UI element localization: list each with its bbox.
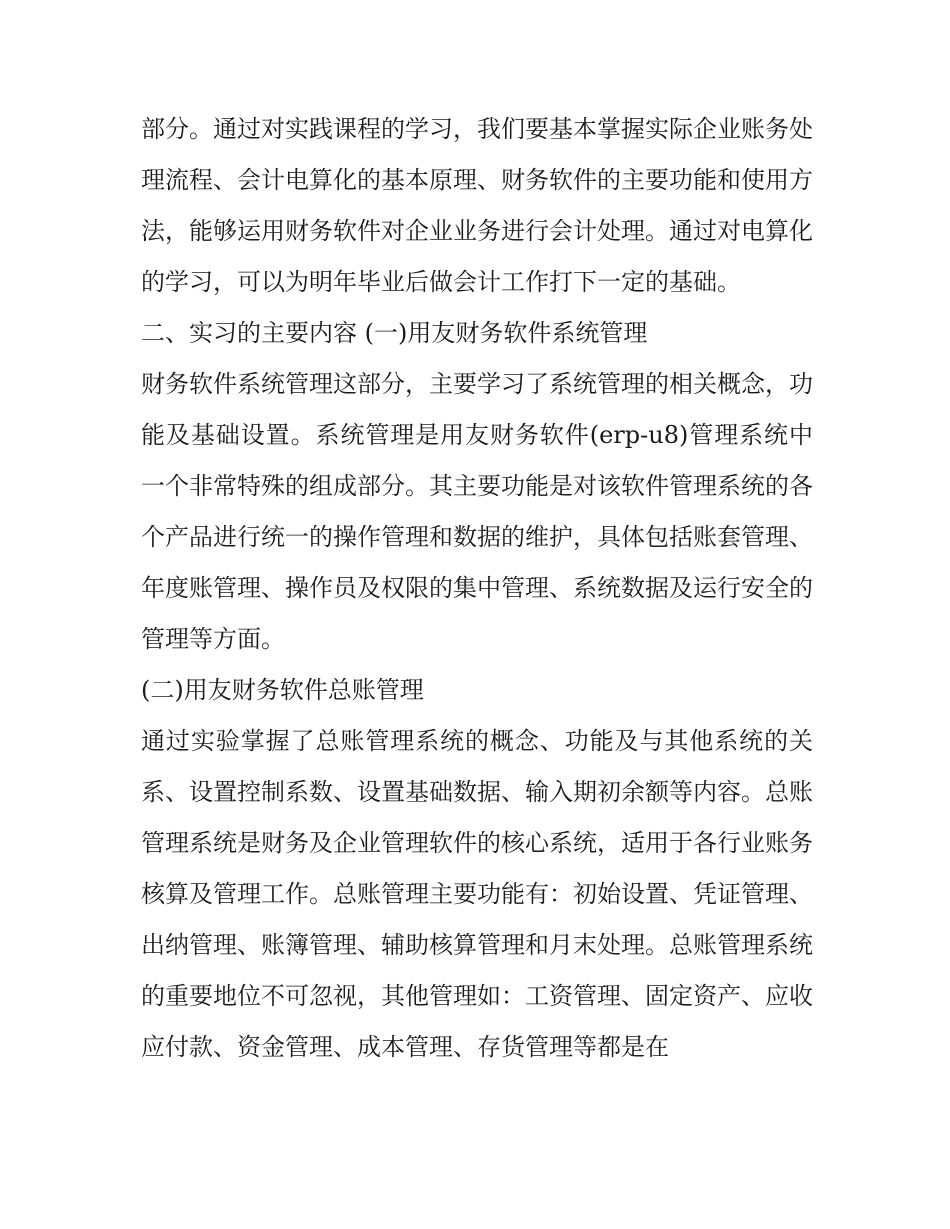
paragraph-general-ledger: 通过实验掌握了总账管理系统的概念、功能及与其他系统的关系、设置控制系数、设置基础数据、输入期初余额等内容。总账管理系统是财务及企业管理软件的核心系统，适用于各行业账务核算及管理工作。总账管理主要功能有：初始设置、凭证管理、出纳管理、账簿管理、辅助核算管理和月末处理。总账管理系统的重要地位不可忽视，其他管理如：工资管理、固定资产、应收应付款、资金管理、成本管理、存货管理等都是在 — [141, 727, 813, 1061]
paragraph-intro: 部分。通过对实践课程的学习，我们要基本掌握实际企业账务处理流程、会计电算化的基本原理、财务软件的主要功能和使用方法，能够运用财务软件对企业业务进行会计处理。通过对电算化的学习，可以为明年毕业后做会计工作打下一定的基础。 — [141, 115, 813, 296]
section-heading-general-ledger: (二)用友财务软件总账管理 — [141, 676, 424, 704]
section-heading-main-content: 二、实习的主要内容 (一)用友财务软件系统管理 — [141, 319, 648, 347]
paragraph-system-management: 财务软件系统管理这部分，主要学习了系统管理的相关概念，功能及基础设置。系统管理是用友财务软件(erp-u8)管理系统中一个非常特殊的组成部分。其主要功能是对该软件管理系统的各个产品进行统一的操作管理和数据的维护，具体包括账套管理、年度账管理、操作员及权限的集中管理、系统数据及运行安全的管理等方面。 — [141, 370, 813, 653]
document-body — [141, 104, 813, 1073]
